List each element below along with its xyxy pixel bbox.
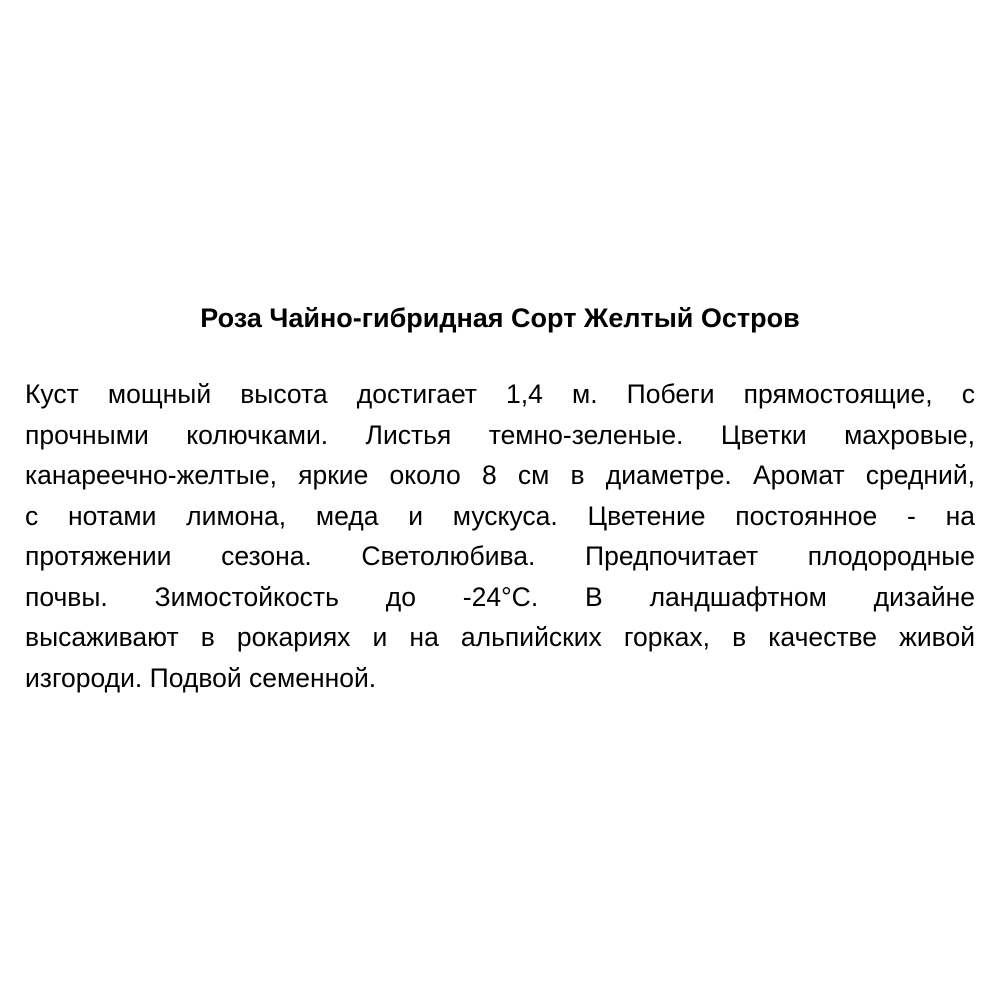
paragraph-line: протяжении сезона. Светолюбива. Предпочитает плодородные xyxy=(25,541,975,571)
paragraph-line: с нотами лимона, меда и мускуса. Цветение постоянное - на xyxy=(25,500,975,531)
paragraph-line: Куст мощный высота достигает 1,4 м. Побеги прямостоящие, с xyxy=(25,379,975,409)
paragraph-line: канареечно-желтые, яркие около 8 см в диаметре. Аромат средний, xyxy=(25,460,975,490)
document-title: Роза Чайно-гибридная Сорт Желтый Остров xyxy=(200,303,800,333)
document xyxy=(25,298,975,698)
paragraph-line: почвы. Зимостойкость до -24°C. В ландшафтном дизайне xyxy=(25,581,975,612)
paragraph-line: прочными колючками. Листья темно-зеленые. Цветки махровые, xyxy=(25,419,975,450)
paragraph-line: изгороди. Подвой семенной. xyxy=(25,662,377,693)
paragraph-line: высаживают в рокариях и на альпийских горках, в качестве живой xyxy=(25,622,975,652)
description-paragraph xyxy=(25,374,975,698)
